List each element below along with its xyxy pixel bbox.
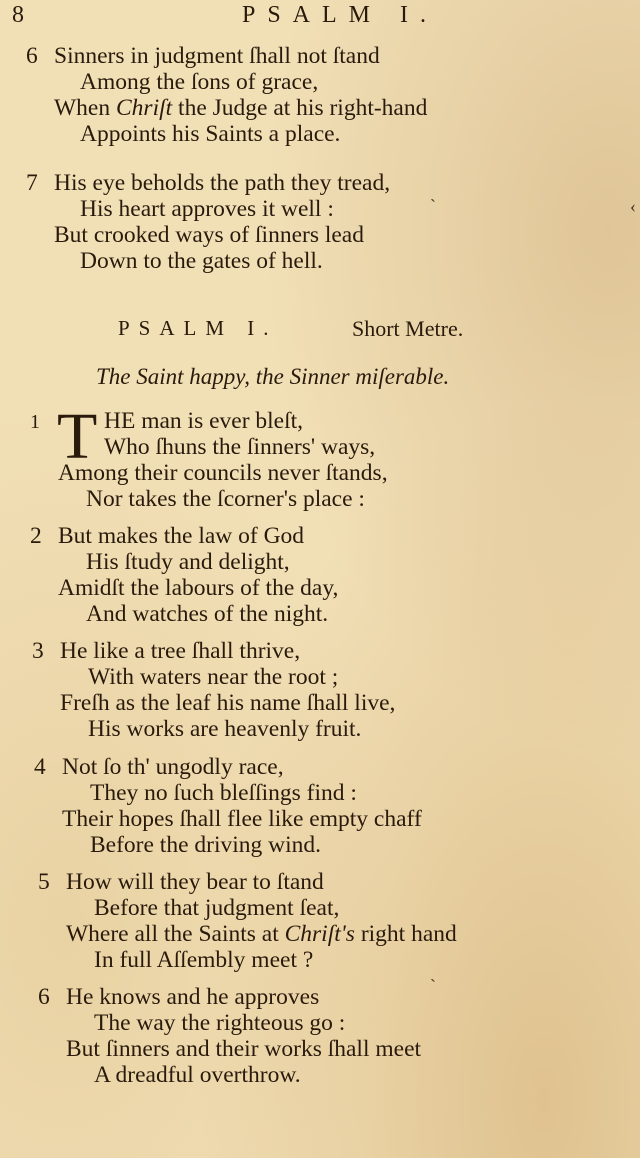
verse-line: His eye beholds the path they tread, bbox=[54, 170, 391, 196]
verse-line: A dreadful overthrow. bbox=[94, 1062, 301, 1088]
verse-line: Not ſo th' ungodly race, bbox=[62, 754, 284, 780]
verse-line: In full Aſſembly meet ? bbox=[94, 947, 314, 973]
verse-number: 4 bbox=[34, 754, 46, 780]
verse-line: And watches of the night. bbox=[86, 601, 329, 627]
verse-line: Sinners in judgment ſhall not ſtand bbox=[54, 43, 380, 69]
psalm-subtitle: The Saint happy, the Sinner miſerable. bbox=[96, 364, 450, 389]
verse-number: 5 bbox=[38, 869, 50, 895]
verse-line: They no ſuch bleſſings find : bbox=[90, 780, 357, 806]
verse-number: 7 bbox=[26, 170, 38, 196]
verse-line: Before that judgment ſeat, bbox=[94, 895, 340, 921]
page-number: 8 bbox=[12, 2, 24, 28]
verse-line: His works are heavenly fruit. bbox=[88, 716, 362, 742]
verse-line: But makes the law of God bbox=[58, 523, 305, 549]
verse-line: His ſtudy and delight, bbox=[86, 549, 290, 575]
verse-number: 3 bbox=[32, 638, 44, 664]
verse-line: But crooked ways of ſinners lead bbox=[54, 222, 364, 248]
verse-line: Nor takes the ſcorner's place : bbox=[86, 486, 365, 512]
verse-line: Before the driving wind. bbox=[90, 832, 322, 858]
verse-number: 2 bbox=[30, 523, 42, 549]
verse-line: Who ſhuns the ſinners' ways, bbox=[104, 434, 376, 460]
verse-line: But ſinners and their works ſhall meet bbox=[66, 1036, 422, 1062]
verse-line: The way the righteous go : bbox=[94, 1010, 346, 1036]
verse-line: With waters near the root ; bbox=[88, 664, 339, 690]
verse-line: Freſh as the leaf his name ſhall live, bbox=[60, 690, 396, 716]
verse-line: Among their councils never ſtands, bbox=[58, 460, 388, 486]
verse-number: 1 bbox=[30, 411, 40, 433]
verse-number: 6 bbox=[26, 43, 38, 69]
verse-line: His heart approves it well : bbox=[80, 196, 334, 222]
running-head-title: PSALM I. bbox=[241, 2, 439, 28]
verse-line: HE man is ever bleſt, bbox=[104, 408, 304, 434]
drop-cap: T bbox=[57, 400, 98, 473]
verse-line: Down to the gates of hell. bbox=[80, 248, 323, 274]
verse-line: Appoints his Saints a place. bbox=[80, 121, 341, 147]
section-metre: Short Metre. bbox=[352, 316, 464, 341]
verse-line: Their hopes ſhall flee like empty chaff bbox=[62, 806, 422, 832]
verse-line: He knows and he approves bbox=[66, 984, 320, 1010]
section-heading bbox=[0, 316, 640, 346]
verse-line: When Chriſt the Judge at his right-hand bbox=[54, 95, 428, 121]
ink-speck: ` bbox=[430, 196, 436, 216]
ink-speck: ` bbox=[430, 976, 436, 996]
section-title: PSALM I. bbox=[118, 316, 278, 340]
verse-line: How will they bear to ſtand bbox=[66, 869, 324, 895]
verse-line: Where all the Saints at Chriſt's right hand bbox=[66, 921, 457, 947]
verse-line: He like a tree ſhall thrive, bbox=[60, 638, 301, 664]
verse-line: Among the ſons of grace, bbox=[80, 69, 319, 95]
verse-line: Amidſt the labours of the day, bbox=[58, 575, 339, 601]
running-head bbox=[0, 2, 640, 30]
ink-speck: ‹ bbox=[630, 196, 636, 216]
verse-number: 6 bbox=[38, 984, 50, 1010]
